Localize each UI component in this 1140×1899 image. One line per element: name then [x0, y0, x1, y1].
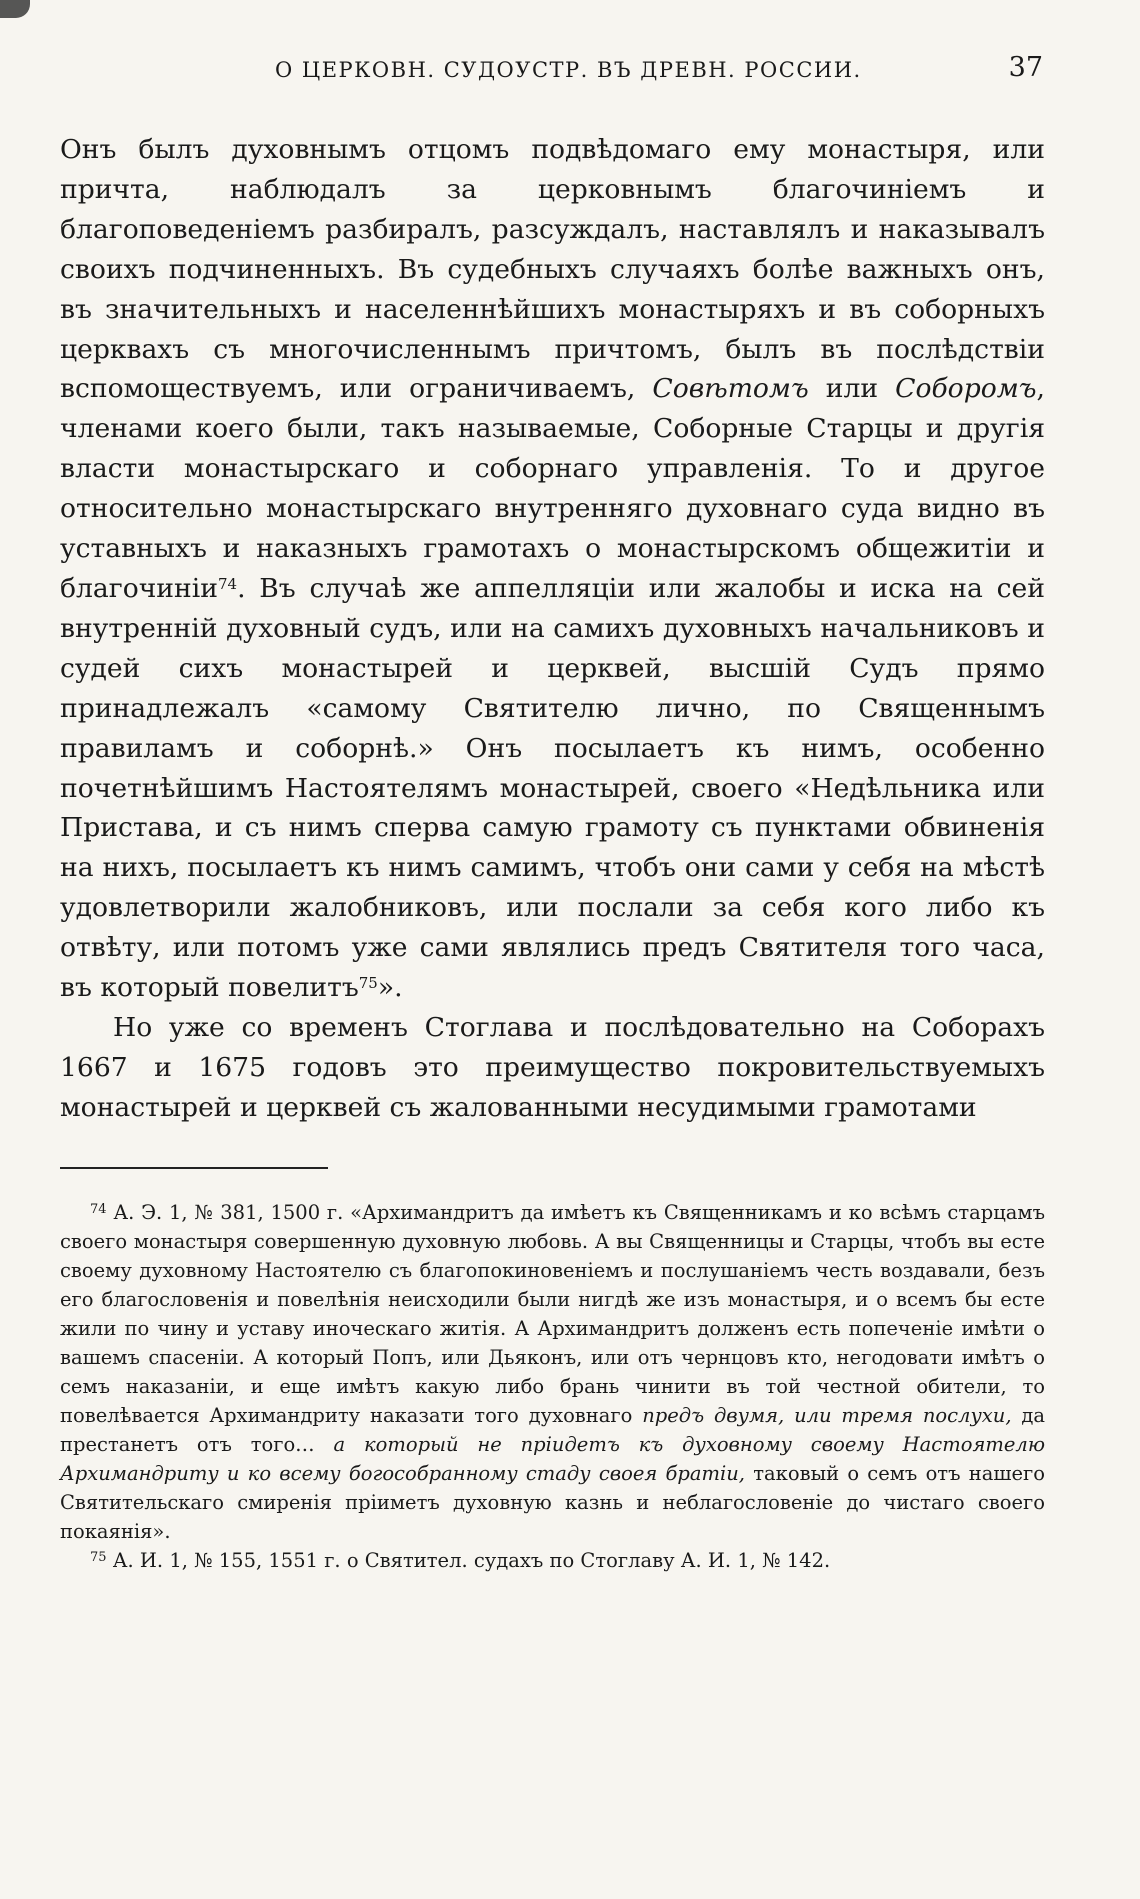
paragraph-1 [60, 130, 1045, 1008]
italic-run: а который не пріидетъ къ духовному своему Настоятелю Архимандриту и ко всему богособранному стаду своея братіи, [60, 1432, 1045, 1485]
footnote-ref-75[interactable]: 75 [358, 974, 378, 993]
page-header [60, 52, 1045, 100]
footnote-ref-74[interactable]: 74 [217, 574, 238, 593]
footnote-divider [60, 1167, 328, 1169]
footnotes [60, 1198, 1045, 1575]
scan-corner-mark [0, 0, 30, 18]
italic-term-sovet: Совѣтомъ [652, 373, 809, 405]
text-run: А. Э. 1, № 381, 1500 г. «Архимандритъ да имѣетъ къ Священникамъ и ко всѣмъ старцамъ своего монастыря совершенную духовную любовь. А вы Священницы и Старцы, чтобъ вы есте своему духовному Настоятелю съ благопокиновеніемъ и послушаніемъ честь воздавали, безъ его благословенія и повелѣнія неисходили были нигдѣ же изъ монастыря, и о всемъ бы есте жили по чину и уставу иноческаго житія. А Архимандритъ долженъ есть попеченіе имѣти о вашемъ спасеніи. А который Попъ, или Дьяконъ, или отъ чернцовъ кто, негодовати имѣтъ о семъ наказаніи, и еще имѣтъ какую либо брань чинити въ той честной обители, то повелѣвается Архимандриту наказати того духовнаго [60, 1200, 1045, 1427]
footnote-74 [60, 1198, 1045, 1546]
footnote-75 [60, 1546, 1045, 1575]
running-head: О ЦЕРКОВН. СУДОУСТР. ВЪ ДРЕВН. РОССИИ. [275, 58, 862, 82]
text-run: таковый о семъ отъ нашего Святительскаго смиренія пріиметъ духовную казнь и неблагословеніе до чистаго своего покаянія». [60, 1461, 1045, 1543]
text-run: А. И. 1, № 155, 1551 г. о Святител. судахъ по Стоглаву А. И. 1, № 142. [106, 1548, 831, 1572]
book-page [60, 52, 1045, 1575]
text-run: да престанетъ отъ того… [60, 1403, 1045, 1456]
paragraph-2: Но уже со временъ Стоглава и послѣдовательно на Соборахъ 1667 и 1675 годовъ это преимущество покровительствуемыхъ монастырей и церквей съ жалованными несудимыми грамотами [60, 1011, 1045, 1123]
footnote-mark-75: 75 [90, 1549, 107, 1565]
text-run: Онъ былъ духовнымъ отцомъ подвѣдомаго ему монастыря, или причта, наблюдалъ за церковнымъ благочиніемъ и благоповеденіемъ разбиралъ, разсуждалъ, наставлялъ и наказывалъ своихъ подчиненныхъ. Въ судебныхъ случаяхъ болѣе важныхъ онъ, въ значительныхъ и населеннѣйшихъ монастыряхъ и въ соборныхъ церквахъ съ многочисленнымъ причтомъ, былъ въ послѣдствіи вспомоществуемъ, или ограничиваемъ, [60, 134, 1045, 405]
italic-run: предъ двумя, или тремя послухи, [642, 1403, 1012, 1427]
italic-term-sobor: Соборомъ [895, 373, 1037, 405]
text-run: , членами коего были, такъ называемые, Соборные Старцы и другія власти монастырскаго и соборнаго управленія. То и другое относительно монастырскаго внутренняго духовнаго суда видно въ уставныхъ и наказныхъ грамотахъ о монастырскомъ общежитіи и благочиніи [60, 373, 1045, 604]
text-run: или [808, 373, 896, 405]
text-run: . Въ случаѣ же аппелляціи или жалобы и иска на сей внутренній духовный судъ, или на самихъ духовныхъ начальниковъ и судей сихъ монастырей и церквей, высшій Судъ прямо принадлежалъ «самому Святителю лично, по Священнымъ правиламъ и соборнѣ.» Онъ посылаетъ къ нимъ, особенно почетнѣйшимъ Настоятелямъ монастырей, своего «Недѣльника или Пристава, и съ нимъ сперва самую грамоту съ пунктами обвиненія на нихъ, посылаетъ къ нимъ самимъ, чтобъ они сами у себя на мѣстѣ удовлетворили жалобниковъ, или послали за себя кого либо къ отвѣту, или потомъ уже сами являлись предъ Святителя того часа, въ который повелитъ [60, 572, 1045, 1004]
footnote-mark-74: 74 [90, 1201, 107, 1217]
text-run: ». [377, 972, 403, 1004]
page-number: 37 [1008, 52, 1043, 83]
main-text [60, 130, 1045, 1128]
